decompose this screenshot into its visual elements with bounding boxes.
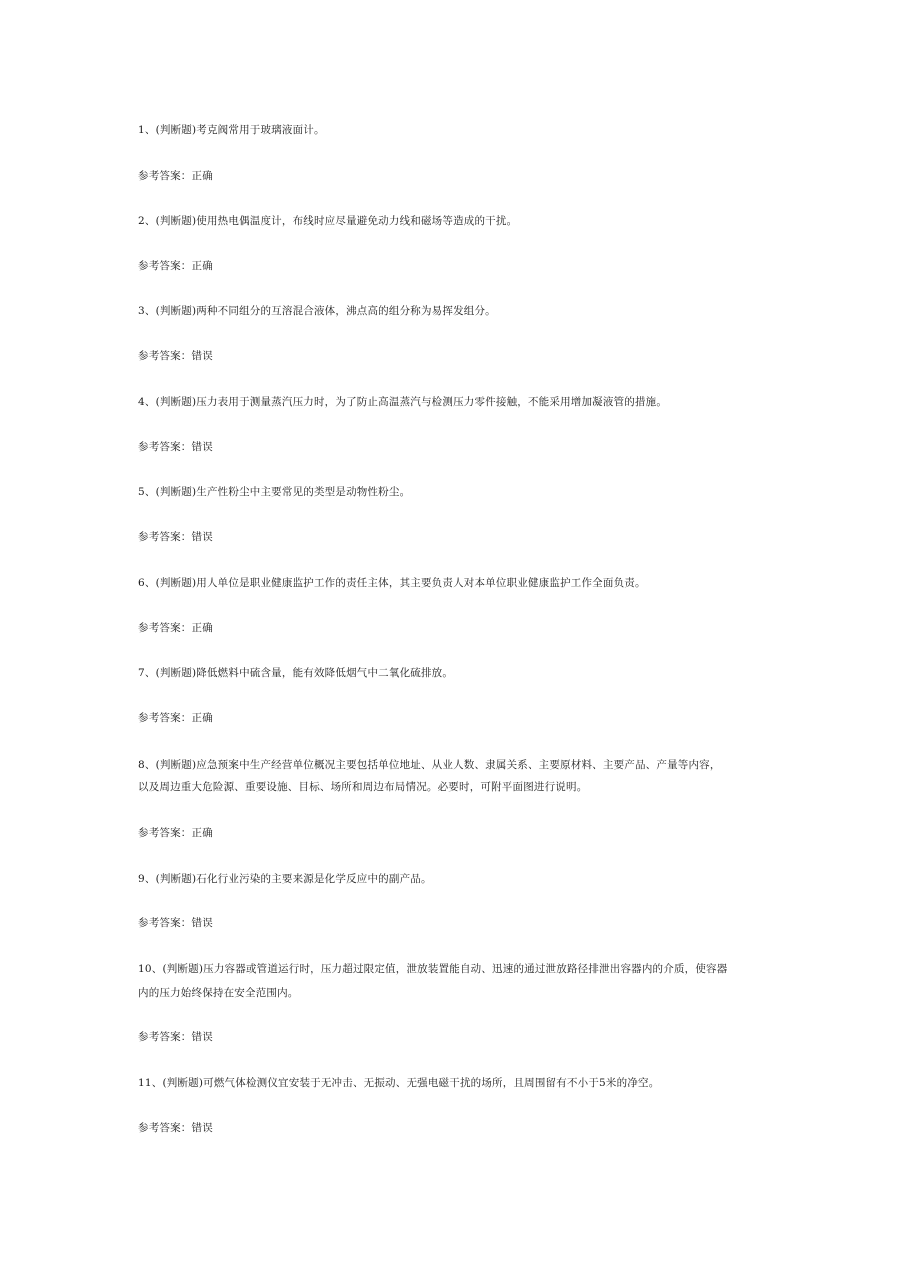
question-2: 2、(判断题)使用热电偶温度计，布线时应尽量避免动力线和磁场等造成的干扰。 bbox=[138, 215, 518, 227]
question-10-line-1: 10、(判断题)压力容器或管道运行时，压力超过限定值，泄放装置能自动、迅速的通过泄放路径排泄出容器内的介质，使容器 bbox=[138, 963, 728, 975]
answer-10: 参考答案：错误 bbox=[138, 1031, 213, 1043]
answer-11: 参考答案：错误 bbox=[138, 1122, 213, 1134]
answer-2: 参考答案：正确 bbox=[138, 260, 213, 272]
question-1: 1、(判断题)考克阀常用于玻璃液面计。 bbox=[138, 124, 325, 136]
answer-3: 参考答案：错误 bbox=[138, 350, 213, 362]
question-11: 11、(判断题)可燃气体检测仪宜安装于无冲击、无振动、无强电磁干扰的场所，且周围留有不小于5米的净空。 bbox=[138, 1077, 660, 1089]
answer-4: 参考答案：错误 bbox=[138, 441, 213, 453]
answer-6: 参考答案：正确 bbox=[138, 622, 213, 634]
answer-5: 参考答案：错误 bbox=[138, 531, 213, 543]
question-7: 7、(判断题)降低燃料中硫含量，能有效降低烟气中二氧化硫排放。 bbox=[138, 667, 454, 679]
question-3: 3、(判断题)两种不同组分的互溶混合液体，沸点高的组分称为易挥发组分。 bbox=[138, 305, 496, 317]
question-8-line-2: 以及周边重大危险源、重要设施、目标、场所和周边布局情况。必要时，可附平面图进行说明。 bbox=[138, 781, 588, 793]
question-4: 4、(判断题)压力表用于测量蒸汽压力时，为了防止高温蒸汽与检测压力零件接触，不能采用增加凝液管的措施。 bbox=[138, 396, 668, 408]
answer-1: 参考答案：正确 bbox=[138, 170, 213, 182]
answer-9: 参考答案：错误 bbox=[138, 917, 213, 929]
question-10-line-2: 内的压力始终保持在安全范围内。 bbox=[138, 987, 299, 999]
question-9: 9、(判断题)石化行业污染的主要来源是化学反应中的副产品。 bbox=[138, 873, 432, 885]
answer-8: 参考答案：正确 bbox=[138, 827, 213, 839]
question-8-line-1: 8、(判断题)应急预案中生产经营单位概况主要包括单位地址、从业人数、隶属关系、主要原材料、主要产品、产量等内容， bbox=[138, 759, 721, 771]
question-5: 5、(判断题)生产性粉尘中主要常见的类型是动物性粉尘。 bbox=[138, 486, 411, 498]
question-6: 6、(判断题)用人单位是职业健康监护工作的责任主体，其主要负责人对本单位职业健康监护工作全面负责。 bbox=[138, 577, 646, 589]
answer-7: 参考答案：正确 bbox=[138, 712, 213, 724]
